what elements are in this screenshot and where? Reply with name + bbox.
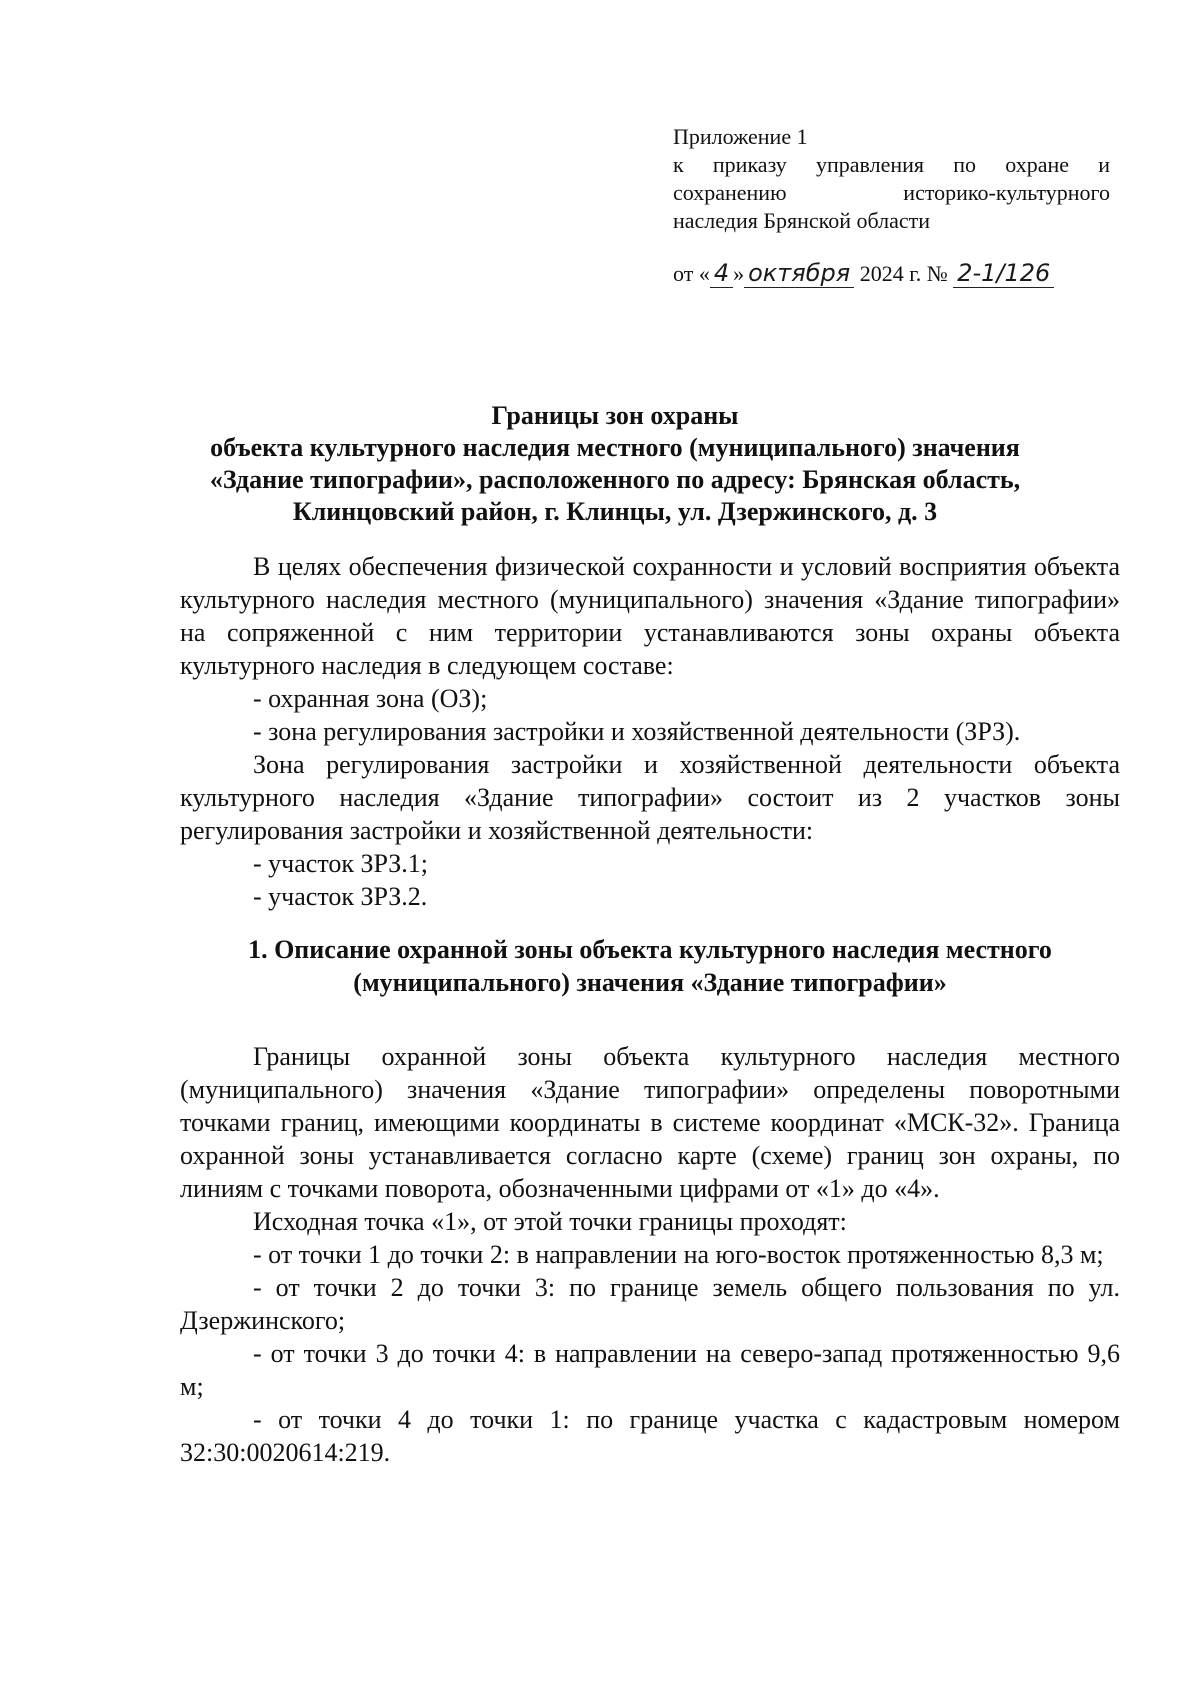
intro-paragraph: В целях обеспечения физической сохранности и условий восприятия объекта культурного наследия местного (муниципального) значения «Здание типографии» на сопряженной с ним территории устанавливаются зоны охраны объекта культурного наследия в следующем составе: bbox=[180, 552, 1120, 680]
annex-line: к приказу управления по охране и bbox=[673, 152, 1110, 177]
section-heading-line: (муниципального) значения «Здание типографии» bbox=[353, 968, 947, 997]
section-heading bbox=[180, 933, 1120, 999]
order-year: 2024 г. № bbox=[854, 261, 954, 286]
section-paragraph: Исходная точка «1», от этой точки границы проходят: bbox=[253, 1207, 847, 1236]
boundary-item: - от точки 4 до точки 1: по границе участка с кадастровым номером 32:30:0020614:219. bbox=[180, 1405, 1120, 1467]
document-title bbox=[150, 400, 1080, 528]
list-item: - участок ЗРЗ.1; bbox=[253, 849, 429, 878]
annex-line: сохранению историко-культурного bbox=[673, 180, 1110, 205]
list-item: - участок ЗРЗ.2. bbox=[253, 882, 428, 911]
order-mid: » bbox=[733, 261, 745, 286]
annex-header bbox=[673, 123, 1110, 235]
section-paragraph: Границы охранной зоны объекта культурного наследия местного (муниципального) значения «Здание типографии» определены поворотными точками границ, имеющими координаты в системе координат «МСК-32». Граница охранной зоны устанавливается согласно карте (схеме) границ зон охраны, по линиям с точками поворота, обозначенными цифрами от «1» до «4». bbox=[180, 1042, 1120, 1203]
title-line: объекта культурного наследия местного (муниципального) значения bbox=[210, 433, 1020, 462]
annex-title: Приложение 1 bbox=[673, 124, 808, 149]
order-reference bbox=[673, 259, 1054, 287]
boundary-item: - от точки 2 до точки 3: по границе земель общего пользования по ул. Дзержинского; bbox=[180, 1273, 1120, 1335]
list-item: - охранная зона (ОЗ); bbox=[253, 684, 488, 713]
title-line: «Здание типографии», расположенного по адресу: Брянская область, bbox=[209, 465, 1021, 494]
title-line: Клинцовский район, г. Клинцы, ул. Дзержинского, д. 3 bbox=[292, 497, 938, 526]
list-item: - зона регулирования застройки и хозяйственной деятельности (ЗРЗ). bbox=[253, 717, 1021, 746]
order-prefix: от « bbox=[673, 261, 710, 286]
intro-paragraph: Зона регулирования застройки и хозяйственной деятельности объекта культурного наследия «Здание типографии» состоит из 2 участков зоны регулирования застройки и хозяйственной деятельности: bbox=[180, 750, 1120, 845]
order-day: 4 bbox=[710, 259, 733, 288]
section-heading-line: 1. Описание охранной зоны объекта культурного наследия местного bbox=[248, 935, 1052, 964]
annex-line: наследия Брянской области bbox=[673, 208, 931, 233]
order-number: 2-1/126 bbox=[953, 259, 1054, 288]
boundary-item: - от точки 3 до точки 4: в направлении на северо-запад протяженностью 9,6 м; bbox=[180, 1339, 1120, 1401]
boundary-item: - от точки 1 до точки 2: в направлении на юго-восток протяженностью 8,3 м; bbox=[253, 1240, 1104, 1269]
intro-block bbox=[180, 550, 1120, 913]
title-line: Границы зон охраны bbox=[491, 401, 739, 430]
section-body bbox=[180, 1040, 1120, 1469]
order-month: октября bbox=[744, 259, 854, 288]
